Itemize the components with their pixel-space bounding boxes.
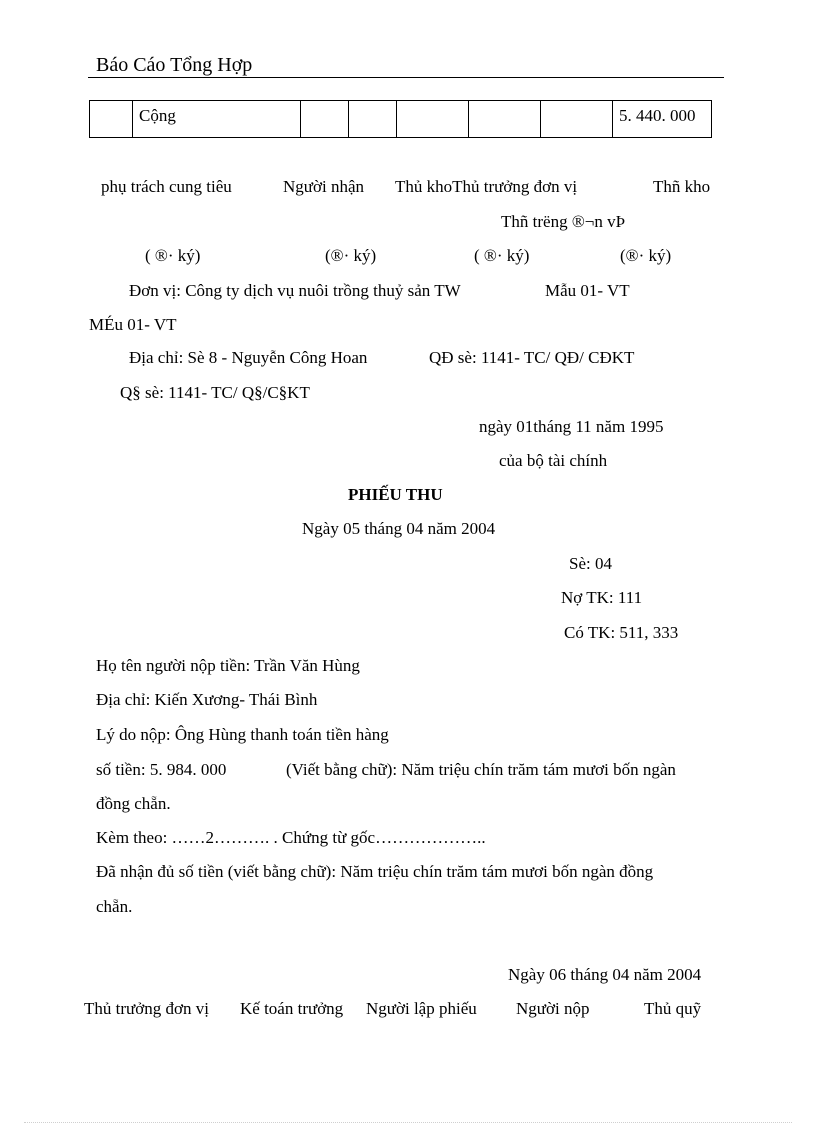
- table-row: [90, 101, 712, 138]
- form-number: Mẫu 01- VT: [545, 281, 630, 300]
- address-line: Địa chỉ: Sè 8 - Nguyễn Công Hoan: [129, 348, 368, 367]
- table-cell: [541, 101, 613, 138]
- decision-date: ngày 01tháng 11 năm 1995: [479, 417, 664, 436]
- signer-title: Kế toán trưởng: [240, 999, 344, 1018]
- signer-label-garbled: Thñ trëng ®¬n vÞ: [501, 212, 626, 231]
- receipt-number: Sè: 04: [569, 554, 612, 573]
- amount-figure: số tiền: 5. 984. 000: [96, 760, 227, 779]
- signer-label: Thñ kho: [653, 177, 711, 196]
- signer-label: Thủ khoThủ trưởng đơn vị: [395, 177, 578, 196]
- table-cell: [90, 101, 133, 138]
- table-cell: [613, 101, 712, 138]
- receipt-date: Ngày 05 tháng 04 năm 2004: [302, 519, 496, 538]
- signer-label: Người nhận: [283, 177, 364, 196]
- table-cell: [469, 101, 541, 138]
- received-amount-cont: chẵn.: [96, 897, 133, 916]
- table-cell: [133, 101, 301, 138]
- signer-title: Người lập phiếu: [366, 999, 477, 1018]
- decision-line: QĐ sè: 1141- TC/ QĐ/ CĐKT: [429, 348, 635, 367]
- summary-table: [89, 100, 712, 138]
- decision-line-garbled: Q§ sè: 1141- TC/ Q§/C§KT: [120, 383, 310, 402]
- receipt-title: PHIẾU THU: [348, 485, 443, 504]
- signer-title: Người nộp: [516, 999, 590, 1018]
- sign-note: ( ®· ký): [145, 246, 201, 265]
- sign-note: (®· ký): [325, 246, 377, 265]
- table-cell: [397, 101, 469, 138]
- credit-account: Có TK: 511, 333: [564, 623, 679, 642]
- unit-line: Đơn vị: Công ty dịch vụ nuôi trồng thuỷ sản TW: [129, 281, 461, 300]
- report-title: Báo Cáo Tổng Hợp: [96, 54, 253, 76]
- payment-reason: Lý do nộp: Ông Hùng thanh toán tiền hàng: [96, 725, 389, 744]
- sign-note: ( ®· ký): [474, 246, 530, 265]
- issuer-line: của bộ tài chính: [499, 451, 608, 470]
- attachments-line: Kèm theo: ……2………. . Chứng từ gốc………………..: [96, 828, 486, 847]
- table-cell: [301, 101, 349, 138]
- amount-in-words-cont: đồng chẵn.: [96, 794, 171, 813]
- total-amount: 5. 440. 000: [619, 106, 696, 125]
- signer-title: Thủ trưởng đơn vị: [84, 999, 209, 1018]
- table-cell: [349, 101, 397, 138]
- form-number-garbled: MÉu 01- VT: [89, 315, 177, 334]
- total-label: Cộng: [139, 106, 176, 125]
- payer-address: Địa chỉ: Kiến Xương- Thái Bình: [96, 690, 318, 709]
- amount-in-words: (Viết bằng chữ): Năm triệu chín trăm tám mươi bốn ngàn: [286, 760, 676, 779]
- received-amount: Đã nhận đủ số tiền (viết bằng chữ): Năm triệu chín trăm tám mươi bốn ngàn đồng: [96, 862, 654, 881]
- signer-title: Thủ quỹ: [644, 999, 702, 1018]
- signer-label: phụ trách cung tiêu: [101, 177, 232, 196]
- debit-account: Nợ TK: 111: [561, 588, 643, 607]
- sign-date: Ngày 06 tháng 04 năm 2004: [508, 965, 702, 984]
- header-rule: [88, 77, 724, 78]
- payer-name: Họ tên người nộp tiền: Trần Văn Hùng: [96, 656, 360, 675]
- sign-note: (®· ký): [620, 246, 672, 265]
